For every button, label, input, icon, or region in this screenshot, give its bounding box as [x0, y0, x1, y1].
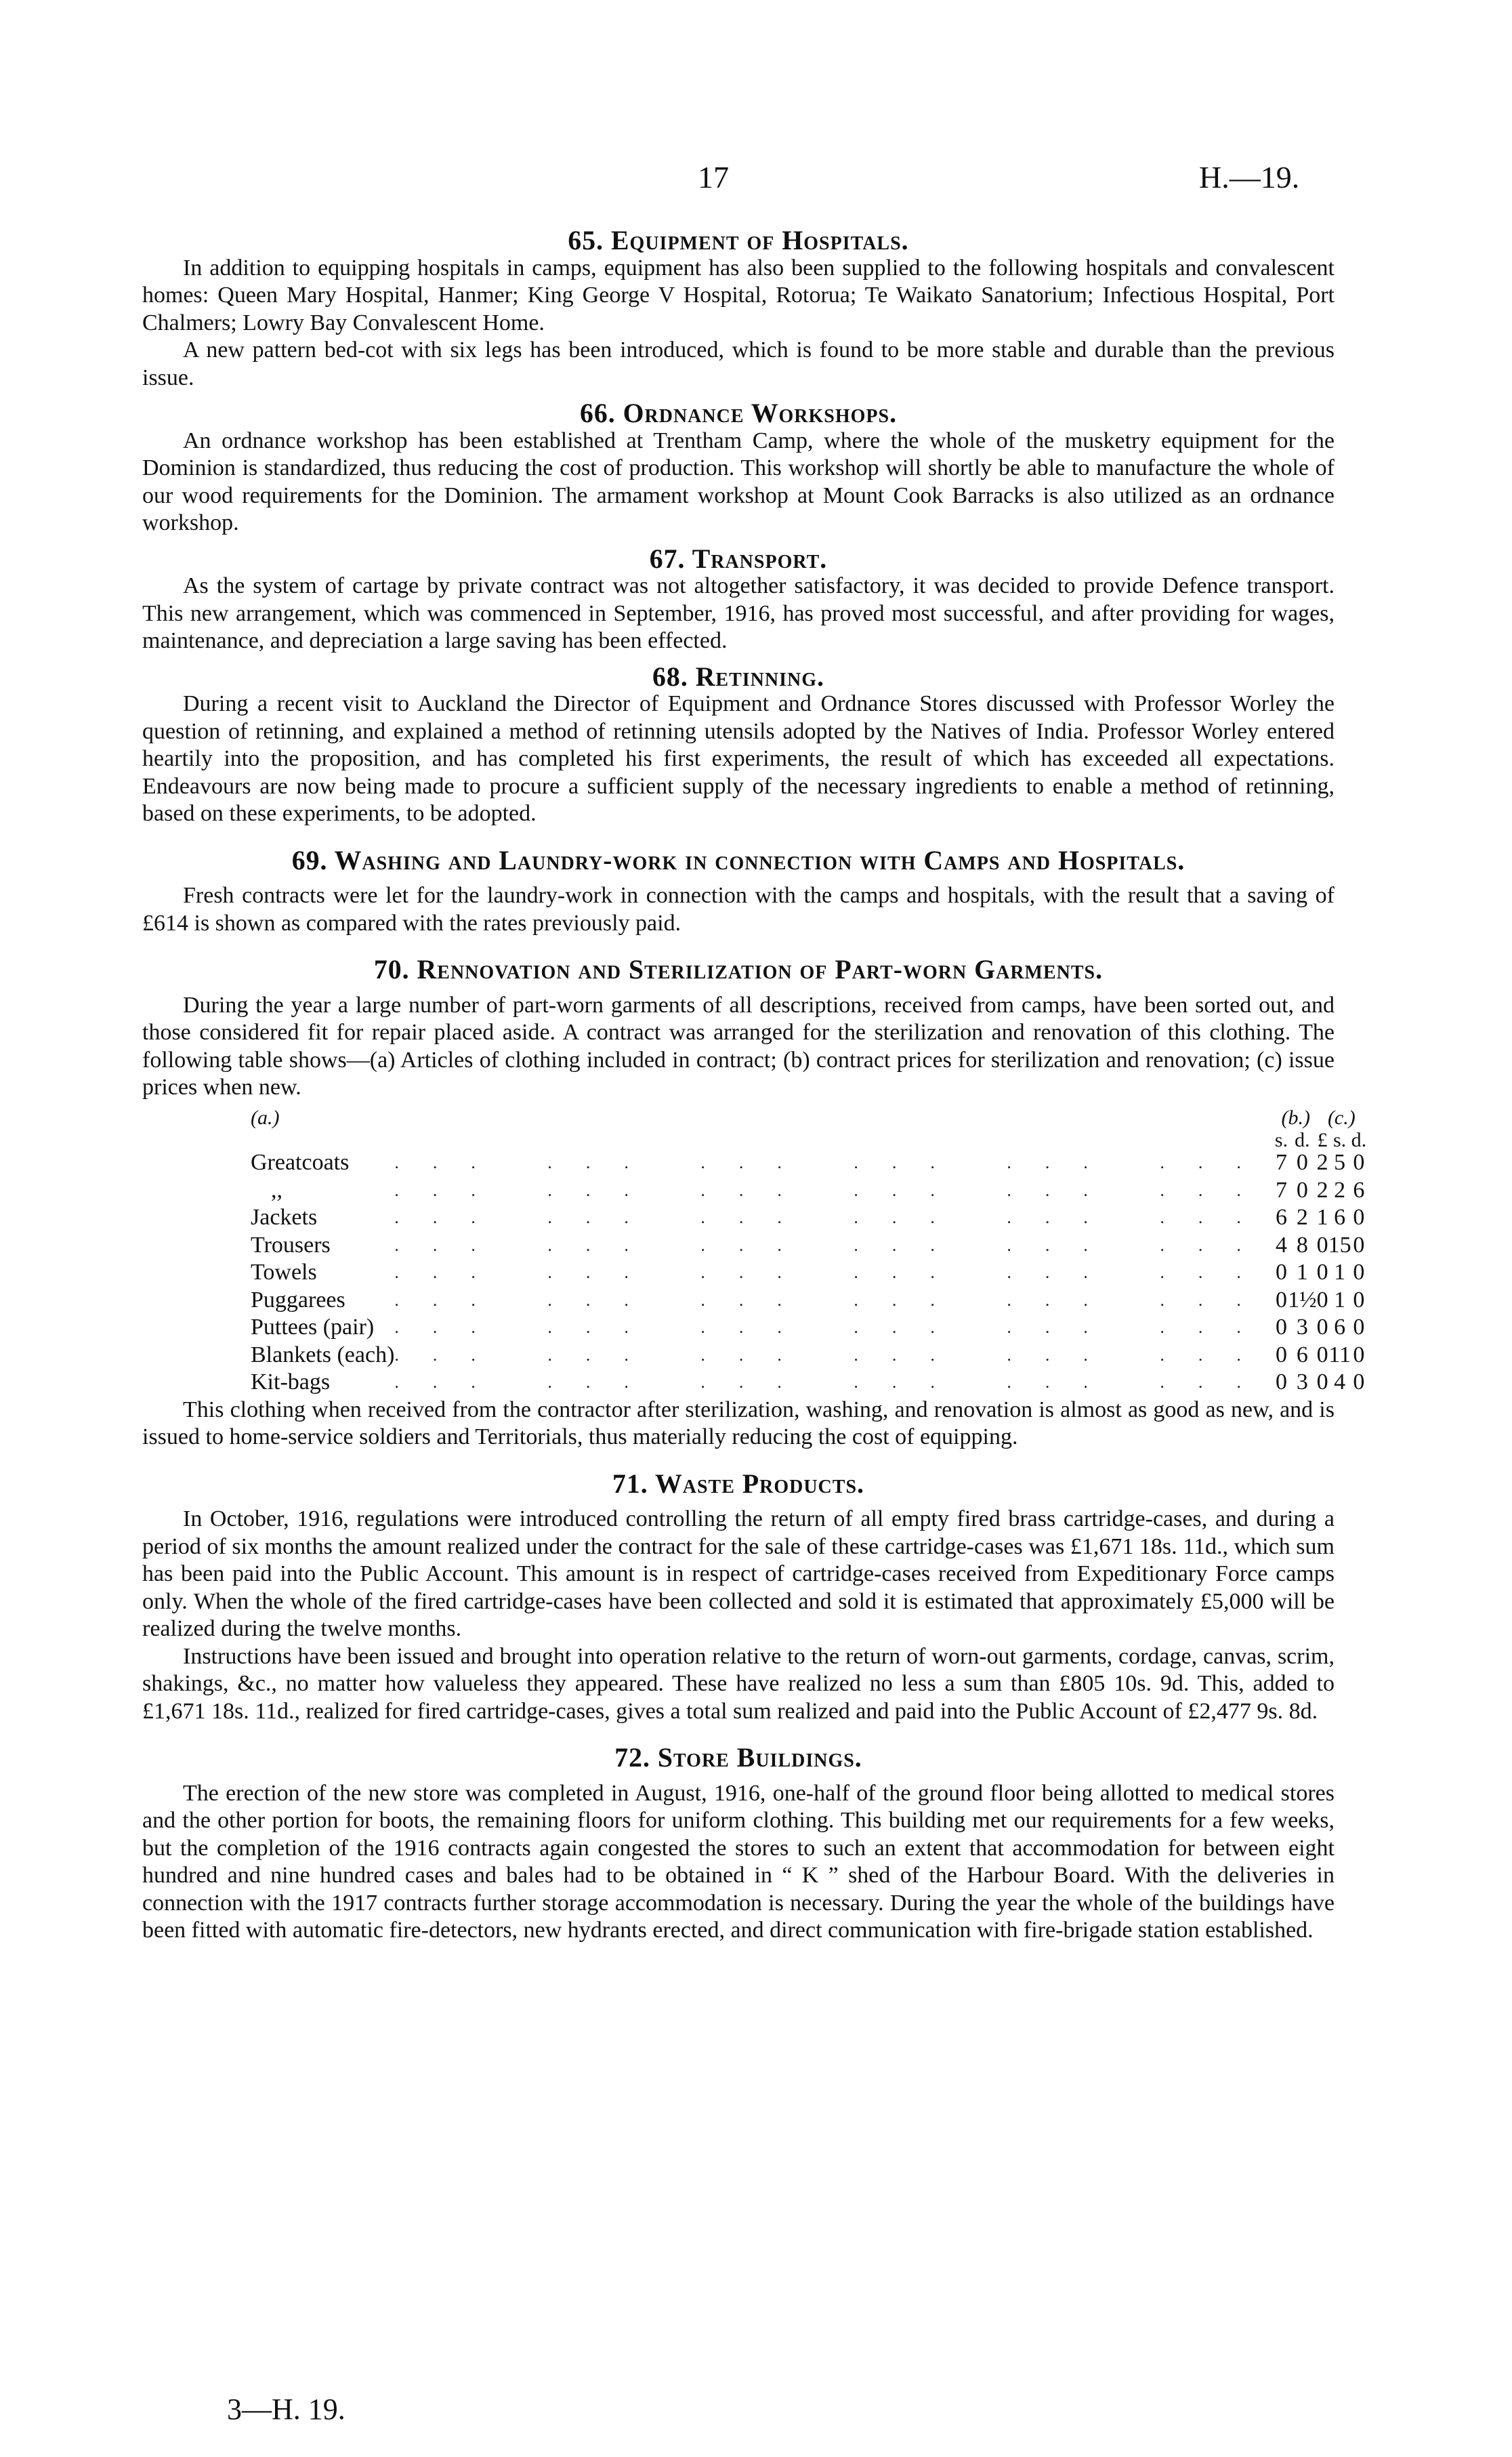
- section-68: [142, 663, 1335, 828]
- table-cell: 0: [1353, 1150, 1365, 1175]
- paragraph: During the year a large number of part-worn garments of all descriptions, received from camps, have been sorted out, and those considered fit for repair placed aside. A contract was arranged for the sterilization and renovation of this clothing. The following table shows—(a) Articles of clothing included in contract; (b) contract prices for sterilization and renovation; (c) issue prices when new.: [142, 992, 1335, 1100]
- table-cell: 0: [1316, 1342, 1328, 1367]
- item-name: Puggarees: [251, 1287, 345, 1313]
- unit-label: s.: [1274, 1129, 1288, 1151]
- page-number: 17: [698, 160, 729, 194]
- table-cell: 0: [1276, 1342, 1287, 1367]
- item-name: Trousers: [251, 1232, 331, 1258]
- table-cell: 0: [1353, 1342, 1365, 1367]
- table-cell: 0: [1296, 1150, 1308, 1175]
- column-header-b: (b.): [1281, 1106, 1310, 1129]
- table-cell: 4: [1276, 1232, 1287, 1258]
- column-header-c: (c.): [1327, 1106, 1356, 1129]
- table-cell: 0: [1353, 1287, 1365, 1313]
- table-cell: 0: [1353, 1232, 1365, 1258]
- table-cell: 1: [1316, 1205, 1328, 1230]
- table-cell: 2: [1296, 1205, 1308, 1230]
- table-cell: 3: [1296, 1369, 1308, 1395]
- table-cell: 2: [1316, 1177, 1328, 1203]
- item-name: Greatcoats: [251, 1150, 350, 1175]
- table-cell: 0: [1276, 1260, 1287, 1285]
- unit-label: d.: [1295, 1129, 1310, 1151]
- section-heading: 72. Store Buildings.: [614, 1743, 862, 1773]
- paragraph: As the system of cartage by private contract was not altogether satisfactory, it was decided to provide Defence transport. This new arrangement, which was commenced in September, 1916, has proved most successful, and after providing for wages, maintenance, and depreciation a large saving has been effected.: [142, 573, 1335, 653]
- table-row: Puttees (pair) ... ... ... ... ... ... 0 3 0 6 0: [251, 1314, 1366, 1342]
- table-cell: 0: [1276, 1369, 1287, 1395]
- paragraph: This clothing when received from the contractor after sterilization, washing, and renovation is almost as good as new, and is issued to home-service soldiers and Territorials, thus materially reducing the cost of equipping.: [142, 1397, 1335, 1449]
- section-heading: 70. Rennovation and Sterilization of Part-worn Garments.: [373, 955, 1104, 985]
- section-heading: 67. Transport.: [649, 543, 828, 574]
- section-65: [142, 227, 1335, 392]
- section-heading: 65. Equipment of Hospitals.: [568, 226, 909, 255]
- table-cell: 1: [1334, 1287, 1346, 1313]
- table-cell: 15: [1328, 1232, 1351, 1258]
- table-cell: 5: [1334, 1150, 1346, 1175]
- item-name: ,,: [271, 1177, 282, 1203]
- table-cell: 0: [1296, 1177, 1308, 1203]
- section-69: [142, 847, 1335, 938]
- paragraph: In addition to equipping hospitals in camps, equipment has also been supplied to the following hospitals and convalescent homes: Queen Mary Hospital, Hanmer; King George V Hospital, Rotorua; Te Waikato Sanatorium; Infectious Hospital, Port Chalmers; Lowry Bay Convalescent Home.: [142, 255, 1335, 335]
- paragraph: During a recent visit to Auckland the Director of Equipment and Ordnance Stores discussed with Professor Worley the question of retinning, and explained a method of retinning utensils adopted by the Natives of India. Professor Worley entered heartily into the proposition, and has completed his first experiments, the result of which has exceeded all expectations. Endeavours are now being made to procure a sufficient supply of the necessary ingredients to enable a method of retinning, based on these experiments, to be adopted.: [142, 691, 1335, 826]
- table-cell: 0: [1353, 1205, 1365, 1230]
- table-cell: 6: [1334, 1205, 1346, 1230]
- paragraph: A new pattern bed-cot with six legs has been introduced, which is found to be more stable and durable than the previous issue.: [142, 337, 1335, 390]
- garment-price-table: [251, 1104, 1366, 1397]
- table-cell: 0: [1353, 1315, 1365, 1340]
- table-cell: 0: [1316, 1260, 1328, 1285]
- section-heading: 71. Waste Products.: [612, 1468, 864, 1499]
- section-71: [142, 1470, 1335, 1726]
- unit-label: £: [1317, 1129, 1328, 1151]
- table-cell: 7: [1276, 1177, 1287, 1203]
- item-name: Puttees (pair): [251, 1315, 375, 1340]
- item-name: Blankets (each): [251, 1342, 395, 1367]
- table-cell: 8: [1296, 1232, 1308, 1258]
- table-row: Blankets (each) ... ... ... ... ... ... 0 6 0 11 0: [251, 1342, 1366, 1369]
- section-heading: 68. Retinning.: [652, 661, 824, 692]
- table-cell: 6: [1334, 1315, 1346, 1340]
- paragraph: In October, 1916, regulations were introduced controlling the return of all empty fired brass cartridge-cases, and during a period of six months the amount realized under the contract for the sale of these cartridge-cases was £1,671 18s. 11d., which sum has been paid into the Public Account. This amount is in respect of cartridge-cases received from Expeditionary Force camps only. When the whole of the fired cartridge-cases have been collected and sold it is estimated that approximately £5,000 will be realized during the twelve months.: [142, 1506, 1335, 1641]
- table-cell: 0: [1276, 1315, 1287, 1340]
- table-row: Towels ... ... ... ... ... ... 0 1 0 1 0: [251, 1259, 1366, 1287]
- table-row: Puggarees ... ... ... ... ... ... 0 1½ 0 1 0: [251, 1287, 1366, 1315]
- section-heading: 66. Ordnance Workshops.: [579, 398, 898, 428]
- table-cell: 7: [1276, 1150, 1287, 1175]
- table-cell: 6: [1276, 1205, 1287, 1230]
- table-cell: 1: [1296, 1260, 1308, 1285]
- table-cell: 6: [1296, 1342, 1308, 1367]
- section-70: [142, 955, 1367, 1451]
- item-name: Kit-bags: [251, 1369, 331, 1395]
- table-cell: 3: [1296, 1315, 1308, 1340]
- item-name: Jackets: [251, 1205, 318, 1230]
- table-cell: 0: [1316, 1287, 1328, 1313]
- table-row: ,, ... ... ... ... ... ... 7 0 2 2 6: [251, 1177, 1366, 1205]
- column-header-a: (a.): [251, 1106, 280, 1129]
- item-name: Towels: [251, 1260, 317, 1285]
- table-row: Trousers ... ... ... ... ... ... 4 8 0 15 0: [251, 1232, 1366, 1260]
- paragraph: An ordnance workshop has been established at Trentham Camp, where the whole of the musketry equipment for the Dominion is standardized, thus reducing the cost of production. This workshop will shortly be able to manufacture the whole of our wood requirements for the Dominion. The armament workshop at Mount Cook Barracks is also utilized as an ordnance workshop.: [142, 428, 1335, 535]
- document-body: [142, 226, 1367, 1945]
- table-cell: 11: [1328, 1342, 1351, 1367]
- table-cell: 1½: [1288, 1287, 1317, 1313]
- table-cell: 0: [1353, 1369, 1365, 1395]
- section-heading: 69. Washing and Laundry-work in connection with Camps and Hospitals.: [291, 845, 1185, 875]
- table-cell: 0: [1316, 1369, 1328, 1395]
- unit-label: d.: [1351, 1129, 1367, 1151]
- paragraph: Instructions have been issued and brought into operation relative to the return of worn-out garments, cordage, canvas, scrim, shakings, &c., no matter how valueless they appeared. These have realized no less a sum than £805 10s. 9d. This, added to £1,671 18s. 11d., realized for fired cartridge-cases, gives a total sum realized and paid into the Public Account of £2,477 9s. 8d.: [142, 1643, 1335, 1724]
- paragraph: Fresh contracts were let for the laundry-work in connection with the camps and hospitals, with the result that a saving of £614 is shown as compared with the rates previously paid.: [142, 883, 1335, 936]
- table-cell: 0: [1353, 1260, 1365, 1285]
- section-66: [142, 400, 1335, 537]
- table-row: Jackets ... ... ... ... ... ... 6 2 1 6 0: [251, 1204, 1366, 1232]
- table-cell: 0: [1316, 1315, 1328, 1340]
- table-cell: 2: [1316, 1150, 1328, 1175]
- section-72: [142, 1744, 1335, 1945]
- table-cell: 4: [1334, 1369, 1346, 1395]
- table-cell: 0: [1276, 1287, 1287, 1313]
- table-cell: 6: [1353, 1177, 1365, 1203]
- unit-label: s.: [1333, 1129, 1347, 1151]
- table-row: Greatcoats ... ... ... ... ... ... 7 0 2 5 0: [251, 1149, 1366, 1177]
- table-cell: 0: [1316, 1232, 1328, 1258]
- paragraph: The erection of the new store was completed in August, 1916, one-half of the ground floor being allotted to medical stores and the other portion for boots, the remaining floors for uniform clothing. This building met our requirements for a few weeks, but the completion of the 1916 contracts again congested the stores to such an extent that accommodation for between eight hundred and nine hundred cases and bales had to be obtained in “ K ” shed of the Harbour Board. With the deliveries in connection with the 1917 contracts further storage accommodation is necessary. During the year the whole of the buildings have been fitted with automatic fire-detectors, new hydrants erected, and direct communication with fire-brigade station established.: [142, 1780, 1335, 1943]
- section-67: [142, 545, 1335, 655]
- document-reference: H.—19.: [1199, 160, 1300, 194]
- table-cell: 1: [1334, 1260, 1346, 1285]
- table-cell: 2: [1334, 1177, 1346, 1203]
- footer-signature: 3—H. 19.: [227, 2393, 345, 2426]
- table-row: Kit-bags ... ... ... ... ... ... 0 3 0 4 0: [251, 1369, 1366, 1397]
